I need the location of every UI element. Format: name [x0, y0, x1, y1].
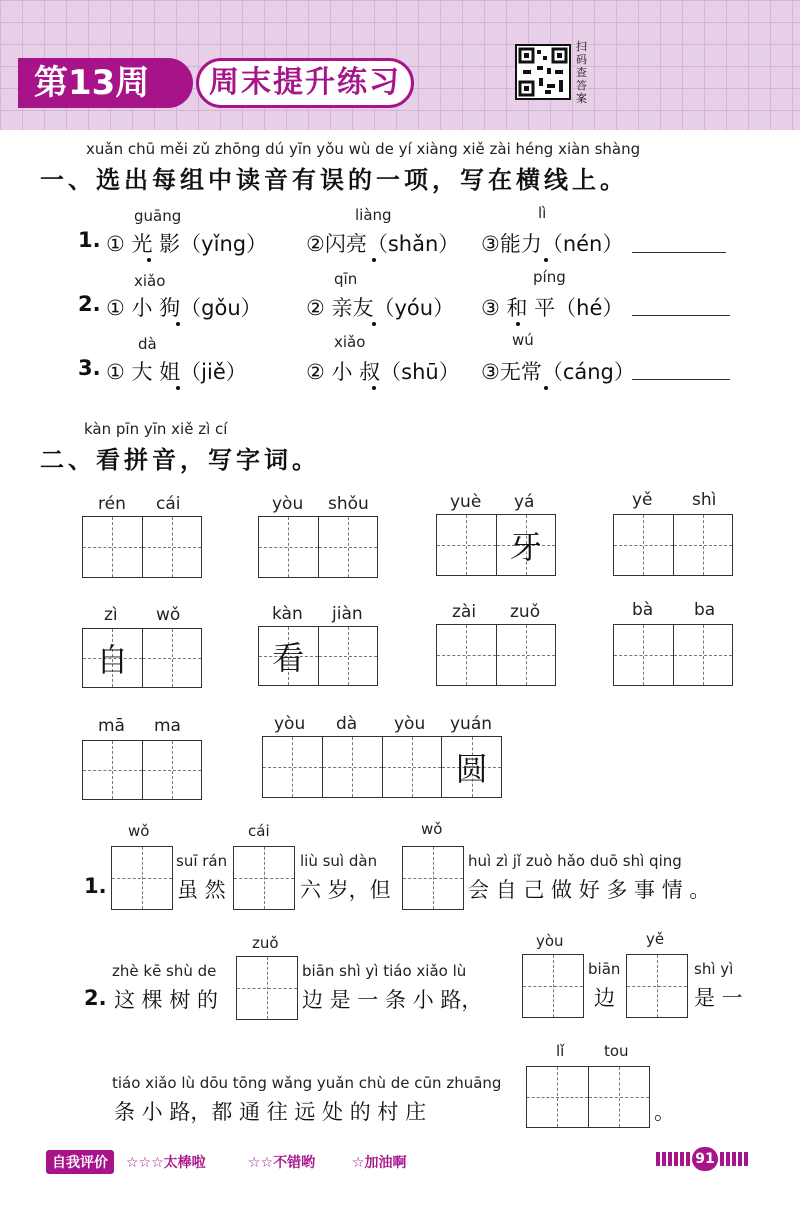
s2-end-period: 。: [654, 1100, 675, 1124]
q1-option2: ②闪亮（shǎn）: [306, 232, 460, 256]
word-pinyin: shǒu: [328, 494, 369, 514]
word-writing-box[interactable]: [258, 516, 378, 578]
word-writing-box[interactable]: [82, 628, 202, 688]
q2-answer-line[interactable]: [632, 315, 730, 316]
s1-py-cai: cái: [248, 822, 270, 840]
s2-number: 2.: [84, 986, 107, 1010]
word-pinyin: rén: [98, 494, 126, 514]
word-pinyin: bà: [632, 600, 654, 620]
s1-py-a: suī rán: [176, 852, 228, 870]
week-label: 第13周: [18, 58, 193, 108]
s1-text-c: 会 自 己 做 好 多 事 情 。: [468, 878, 711, 902]
q2-option1: ① 小 狗（gǒu）: [106, 296, 262, 320]
s2-py-e: tiáo xiǎo lù dōu tōng wǎng yuǎn chù de cūn zhuāng: [112, 1074, 502, 1092]
s1-text-a: 虽 然: [177, 878, 226, 902]
q2-py2: qīn: [334, 270, 358, 288]
word-writing-box[interactable]: [613, 624, 733, 686]
q1-answer-line[interactable]: [632, 252, 726, 253]
q2-py1: xiǎo: [134, 272, 166, 290]
q2-py3: píng: [533, 268, 566, 286]
word-writing-box[interactable]: [436, 624, 556, 686]
emphasis-dot: [544, 386, 548, 390]
writing-cell[interactable]: [83, 629, 142, 687]
q3-option1: ① 大 姐（jiě）: [106, 360, 247, 384]
s2-py-ye: yě: [646, 930, 665, 948]
writing-cell[interactable]: [496, 625, 556, 685]
word-pinyin: yòu: [394, 714, 426, 734]
word-pinyin: shì: [692, 490, 717, 510]
section2-heading: 二、看拼音，写字词。: [40, 446, 320, 474]
word-pinyin: mā: [98, 716, 125, 736]
q3-py1: dà: [138, 335, 157, 353]
qr-code-icon: [515, 44, 571, 100]
q3-py3: wú: [512, 331, 534, 349]
s1-box-wo[interactable]: [111, 846, 173, 910]
s2-py-c: biān: [588, 960, 621, 978]
writing-cell[interactable]: [614, 625, 673, 685]
s2-box-ye[interactable]: [626, 954, 688, 1018]
word-pinyin: yě: [632, 490, 653, 510]
page-deco-left: [656, 1152, 690, 1166]
writing-cell[interactable]: [318, 627, 378, 685]
word-pinyin: zì: [104, 605, 118, 625]
emphasis-dot: [147, 258, 151, 262]
writing-cell[interactable]: [437, 625, 496, 685]
rating-keep-going[interactable]: ☆加油啊: [352, 1155, 407, 1171]
q2-option2: ② 亲友（yóu）: [306, 296, 455, 320]
writing-cell[interactable]: [83, 517, 142, 577]
word-pinyin: zài: [452, 602, 477, 622]
s1-box-wo2[interactable]: [402, 846, 464, 910]
s2-text-b: 边 是 一 条 小 路，: [302, 988, 483, 1012]
emphasis-dot: [372, 386, 376, 390]
word-writing-box[interactable]: [613, 514, 733, 576]
s2-box-you[interactable]: [522, 954, 584, 1018]
q3-number: 3.: [78, 356, 101, 380]
writing-cell[interactable]: [673, 625, 733, 685]
word-pinyin: ma: [154, 716, 181, 736]
s2-text-d: 是 一: [694, 986, 743, 1010]
page-deco-right: [720, 1152, 750, 1166]
q1-option3: ③能力（nén）: [481, 232, 624, 256]
q1-py1: guāng: [134, 207, 182, 225]
word-pinyin: yòu: [274, 714, 306, 734]
writing-cell[interactable]: [496, 515, 556, 575]
s2-py-li: lǐ: [556, 1042, 565, 1060]
word-writing-box[interactable]: [82, 516, 202, 578]
qr-label: 扫码查答案: [576, 40, 587, 105]
writing-cell[interactable]: [322, 737, 382, 797]
writing-cell[interactable]: [142, 741, 202, 799]
word-pinyin: kàn: [272, 604, 303, 624]
given-character: 自: [96, 641, 129, 679]
section1-heading: 一、选出每组中读音有误的一项，写在横线上。: [40, 166, 628, 194]
s2-py-a: zhè kē shù de: [112, 962, 217, 980]
s2-py-tou: tou: [604, 1042, 629, 1060]
writing-cell[interactable]: [318, 517, 378, 577]
s2-py-zuo: zuǒ: [252, 934, 279, 952]
emphasis-dot: [176, 322, 180, 326]
section1-pinyin: xuǎn chū měi zǔ zhōng dú yīn yǒu wù de yí xiàng xiě zài héng xiàn shàng: [86, 140, 641, 158]
s2-text-e: 条 小 路，都 通 往 远 处 的 村 庄: [114, 1100, 427, 1124]
q3-option3: ③无常（cáng）: [481, 360, 635, 384]
writing-cell[interactable]: [259, 627, 318, 685]
section2-pinyin: kàn pīn yīn xiě zì cí: [84, 420, 228, 438]
writing-cell[interactable]: [673, 515, 733, 575]
s1-number: 1.: [84, 874, 107, 898]
given-character: 圆: [455, 750, 488, 788]
s2-box-litou[interactable]: [526, 1066, 650, 1128]
word-pinyin: ba: [694, 600, 716, 620]
writing-cell[interactable]: [614, 515, 673, 575]
rating-excellent[interactable]: ☆☆☆太棒啦: [126, 1155, 206, 1171]
word-pinyin: jiàn: [332, 604, 363, 624]
emphasis-dot: [544, 258, 548, 262]
writing-cell[interactable]: [83, 741, 142, 799]
s1-py-b: liù suì dàn: [300, 852, 378, 870]
s2-py-b: biān shì yì tiáo xiǎo lù: [302, 962, 467, 980]
s1-text-b: 六 岁，但: [300, 878, 391, 902]
word-pinyin: yuán: [450, 714, 493, 734]
writing-cell[interactable]: [142, 629, 202, 687]
rating-good[interactable]: ☆☆不错哟: [248, 1155, 316, 1171]
s2-py-d: shì yì: [694, 960, 734, 978]
word-pinyin: yá: [514, 492, 535, 512]
given-character: 看: [272, 639, 305, 677]
word-writing-box[interactable]: [436, 514, 556, 576]
q3-answer-line[interactable]: [632, 379, 730, 380]
q1-option1: ① 光 影（yǐng）: [106, 232, 268, 256]
s2-py-you: yòu: [536, 932, 564, 950]
word-pinyin: cái: [156, 494, 181, 514]
writing-cell[interactable]: [441, 737, 501, 797]
s2-text-a: 这 棵 树 的: [114, 988, 219, 1012]
emphasis-dot: [176, 386, 180, 390]
q1-py3: lì: [538, 204, 547, 222]
word-writing-box[interactable]: [82, 740, 202, 800]
emphasis-dot: [516, 322, 520, 326]
writing-cell[interactable]: [382, 737, 442, 797]
writing-cell[interactable]: [437, 515, 496, 575]
writing-cell[interactable]: [259, 517, 318, 577]
given-character: 牙: [509, 528, 542, 566]
s2-box-zuo[interactable]: [236, 956, 298, 1020]
s1-py-wo: wǒ: [128, 822, 150, 840]
emphasis-dot: [372, 322, 376, 326]
s1-py-c: huì zì jǐ zuò hǎo duō shì qing: [468, 852, 682, 870]
q3-py2: xiǎo: [334, 333, 366, 351]
q1-py2: liàng: [355, 206, 392, 224]
writing-cell[interactable]: [142, 517, 202, 577]
q3-option2: ② 小 叔（shū）: [306, 360, 460, 384]
writing-cell[interactable]: [263, 737, 322, 797]
word-writing-box[interactable]: [262, 736, 502, 798]
word-pinyin: yuè: [450, 492, 482, 512]
q2-option3: ③ 和 平（hé）: [481, 296, 624, 320]
s1-py-wo2: wǒ: [421, 820, 443, 838]
s1-box-cai[interactable]: [233, 846, 295, 910]
q2-number: 2.: [78, 292, 101, 316]
emphasis-dot: [372, 258, 376, 262]
page-number: 91: [692, 1147, 718, 1171]
q1-number: 1.: [78, 228, 101, 252]
self-eval-label: 自我评价: [46, 1150, 114, 1174]
word-pinyin: zuǒ: [510, 602, 541, 622]
word-pinyin: dà: [336, 714, 358, 734]
word-pinyin: wǒ: [156, 605, 181, 625]
s2-text-c: 边: [594, 986, 615, 1010]
word-pinyin: yòu: [272, 494, 304, 514]
page-title: 周末提升练习: [196, 58, 414, 108]
word-writing-box[interactable]: [258, 626, 378, 686]
